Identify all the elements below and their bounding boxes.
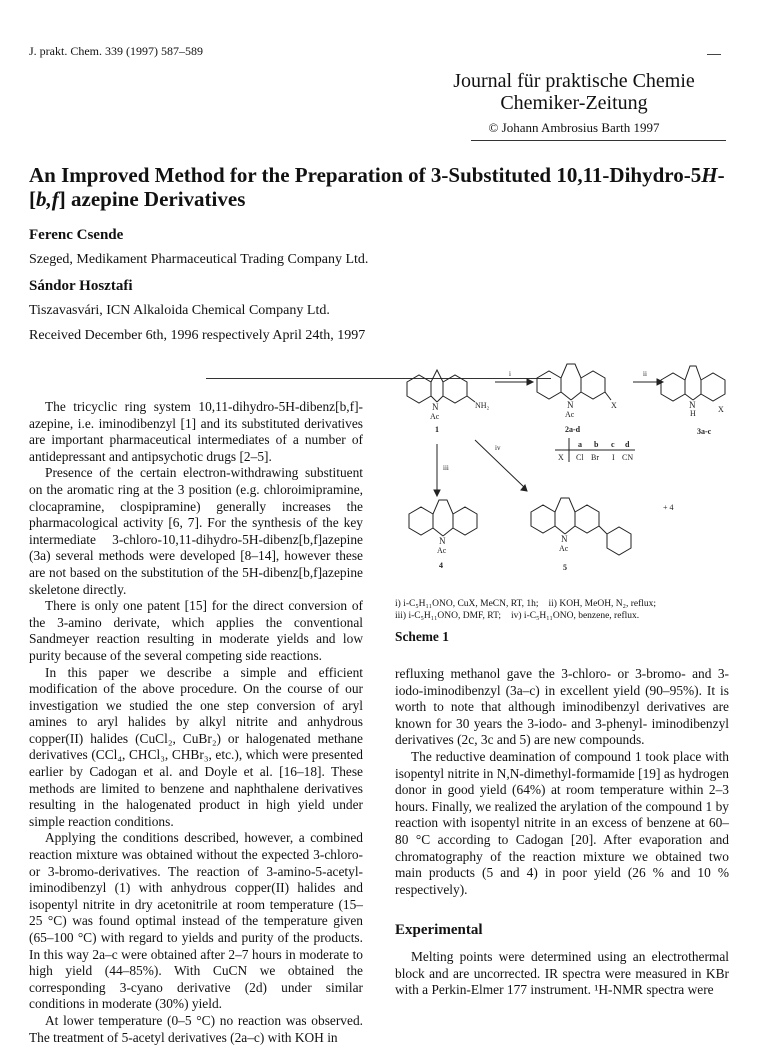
ac-group: Ac [565,410,575,419]
step-iii: iii [443,464,449,472]
author-1: Ferenc Csende [29,227,124,243]
table-row-label: X [558,453,564,462]
scheme-label: Scheme 1 [395,629,449,644]
article-title [29,163,729,211]
note-iv: iv) i-C₅H₁₁ONO, benzene, reflux. [511,611,640,621]
n-atom: N [439,536,446,546]
scheme-conditions [395,598,729,622]
title-part3: ] azepine Derivatives [58,187,246,211]
compound-4-structure [409,500,477,570]
table-cell: Cl [576,453,584,462]
compound-2-structure [537,364,617,434]
plus-4: + 4 [663,503,674,512]
body-paragraph: At lower temperature (0–5 °C) no reaction was observed. The treatment of 5-acetyl derivatives (2a–c) with KOH in [29,1012,363,1045]
label-5: 5 [563,563,567,572]
body-paragraph: The reductive deamination of compound 1 took place with isopentyl nitrite in N,N-dimethyl-formamide [19] as hydrogen donor in good yield (64%) at room temperature within 2–3 hours. Finally, we realized the arylation of the compound 1 by reaction with isopentyl nitrite in an excess of benzene at 60–80 °C according to Cadogan [20]. After evaporation and chromatography of the reaction mixture we obtained two main products (5 and 4) in poor yield (26 % and 10 % respectively). [395,748,729,897]
reaction-scheme [395,352,729,582]
note-ii: ii) KOH, MeOH, N₂, reflux; [548,599,657,609]
note-iii: iii) i-C₅H₁₁ONO, DMF, RT; [395,611,501,621]
substituent-table [555,438,635,462]
journal-rule [471,140,726,141]
journal-title-line2: Chemiker-Zeitung [500,92,648,114]
compound-1-structure [407,370,490,434]
compound-5-structure [531,498,631,572]
step-ii: ii [643,370,647,378]
note-i: i) i-C₅H₁₁ONO, CuX, MeCN, RT, 1h; [395,599,539,609]
n-atom: N [689,400,696,410]
body-paragraph: In this paper we describe a simple and efficient modification of the above procedure. On the course of our investigation we studied the one step conversion of aryl amines to aryl halides by alkyl nitrite and anhydrous copper(II) halides (CuCl₂, CuBr₂) or halogenated methane derivatives (CCl₄, CHCl₃, CHBr₃, etc.), which were presented earlier by Cadogan et al. and Doyle et al. [16–18]. These methods are limited to benzene and naphthalene derivatives resulting in the halogenated product in high yield under simple reaction conditions. [29,664,363,829]
body-paragraph: The tricyclic ring system 10,11-dihydro-5H-dibenz[b,f]-azepine, i.e. iminodibenzyl [1] and its substituted derivatives are important pharmaceutical intermediates of a number of antidepressant and antipsychotic drugs [2–5]. [29,399,363,464]
title-part1: An Improved Method for the Preparation of 3-Substituted 10,11-Dihydro-5 [29,163,702,187]
received-date: Received December 6th, 1996 respectively April 24th, 1997 [29,328,366,343]
n-atom: N [561,534,568,544]
journal-title [444,70,704,114]
step-iv: iv [495,444,501,452]
title-italic2: b,f [36,187,59,211]
journal-title-line1: Journal für praktische Chemie [453,70,695,92]
x-substituent: X [611,401,617,410]
body-left-column [29,399,363,1046]
title-italic: H [701,163,718,187]
n-atom: N [432,402,439,412]
step-i: i [509,370,511,378]
ac-group: Ac [430,412,440,421]
nh2-group: NH₂ [475,401,490,410]
affiliation-1: Szeged, Medikament Pharmaceutical Trading Company Ltd. [29,252,369,267]
affiliation-2: Tiszavasvári, ICN Alkaloida Chemical Company Ltd. [29,303,330,318]
corner-mark [707,54,721,55]
body-paragraph: Applying the conditions described, however, a combined reaction mixture was obtained without the expected 3-chloro- or 3-bromo-derivatives. The reaction of 3-amino-5-acetyl-iminodibenzyl (1) with anhydrous copper(II) halides and isopentyl nitrite in dry acetonitrile at room temperature (15–25 °C) was found optimal instead of the temperature given (65–100 °C) with regard to yields and purity of the products. In this way 2a–c were obtained after 2–7 hours in moderate to high yield (44–85%). With CuCN we obtained the corresponding 3-cyano derivative (2d) under similar conditions in moderate (30%) yield. [29,830,363,1012]
label-2a-d: 2a-d [565,425,581,434]
table-head: c [611,440,615,449]
table-head: a [578,440,582,449]
table-cell: I [612,453,615,462]
body-paragraph: Presence of the certain electron-withdrawing substituent on the aromatic ring at the 3 position (e.g. chloroimipramine, clocapramine, clospipramine) generally increases the pharmacological activity [6, 7]. For the synthesis of the key intermediate 3-chloro-10,11-dihydro-5H-dibenz[b,f]azepine (3a) several methods were developed [8–14], however these are not based on the substitution of the 5H-dibenz[b,f]azepine skeletone directly. [29,465,363,597]
label-3a-c: 3a-c [697,427,712,436]
arrowhead-iii [434,490,440,496]
title-part2: -[ [29,163,725,211]
journal-reference: J. prakt. Chem. 339 (1997) 587–589 [29,44,203,58]
label-4: 4 [439,561,443,570]
arrowhead-iv [521,485,527,491]
author-2: Sándor Hosztafi [29,278,133,294]
compound-3-structure [661,366,725,436]
table-cell: Br [591,453,599,462]
table-head: d [625,440,630,449]
ac-group: Ac [437,546,447,555]
body-paragraph: There is only one patent [15] for the direct conversion of the 3-amino derivate, which applies the conventional Sandmeyer reaction resulting in moderate yields and low purity because of the several competing side reactions. [29,598,363,663]
body-right-column [395,666,729,999]
ac-group: Ac [559,544,569,553]
experimental-paragraph: Melting points were determined using an electrothermal block and are uncorrected. IR spectra were measured in KBr with a Perkin-Elmer 177 instrument. ¹H-NMR spectra were [395,948,729,998]
label-1: 1 [435,425,439,434]
arrowhead-i [527,379,533,385]
table-head: b [594,440,599,449]
n-atom: N [567,400,574,410]
copyright: © Johann Ambrosius Barth 1997 [488,120,660,135]
h-atom: H [690,409,696,418]
body-paragraph: refluxing methanol gave the 3-chloro- or 3-bromo- and 3-iodo-iminodibenzyl (3a–c) in excellent yield (90–95%). It is worth to note that although iminodibenzyl derivatives are known for 30 years the 3-iodo- and 3-phenyl- iminodibenzyl derivatives (2c, 3c and 5) are new compounds. [395,666,729,748]
table-cell: CN [622,453,634,462]
x-substituent: X [718,405,724,414]
experimental-heading: Experimental [395,922,483,939]
